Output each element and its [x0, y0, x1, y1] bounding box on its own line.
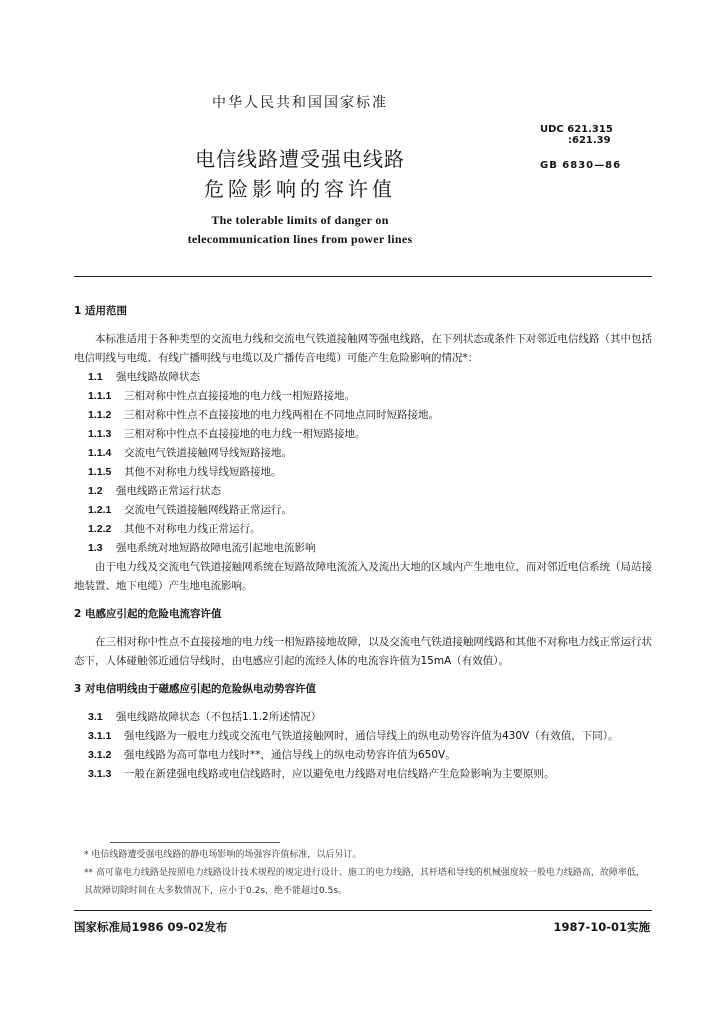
clause-number: 3.1	[88, 711, 103, 723]
section-2-heading: 2 电感应引起的危险电流容许值	[74, 608, 222, 620]
clause-number: 1.1.2	[88, 409, 112, 421]
clause-number: 3.1.3	[88, 768, 112, 780]
clause-number: 1.2.2	[88, 523, 112, 535]
section-3-heading: 3 对电信明线由于磁感应引起的危险纵电动势容许值	[74, 683, 316, 695]
title-english	[0, 211, 600, 249]
clause-text: 强电系统对地短路故障电流引起地电流影响	[116, 542, 316, 554]
clause-number: 1.1.1	[88, 390, 112, 402]
clause-text: 三相对称中性点不直接接地的电力线两相在不同地点同时短路接地。	[124, 409, 439, 421]
section-1-items	[74, 368, 652, 558]
footnotes	[84, 846, 652, 900]
clause-number: 1.1.4	[88, 447, 112, 459]
clause-number: 3.1.2	[88, 749, 112, 761]
title-english-line2: telecommunication lines from power lines	[187, 232, 413, 246]
document-body	[74, 302, 652, 784]
clause-item	[74, 501, 652, 520]
section-1-heading: 1 适用范围	[74, 305, 127, 317]
section-2-text: 在三相对称中性点不直接接地的电力线一相短路接地故障，以及交流电气铁道接触网线路和其他不对称电力线正常运行状态下，人体碰触邻近通信导线时，由电感应引起的流经人体的电流容许值为15mA（有效值）。	[74, 636, 652, 667]
clause-number: 1.1	[88, 371, 103, 383]
clause-number: 1.1.5	[88, 466, 112, 478]
clause-text: 强电线路故障状态	[116, 371, 200, 383]
clause-text: 强电线路正常运行状态	[116, 485, 221, 497]
clause-item	[74, 520, 652, 539]
clause-item	[74, 765, 652, 784]
clause-item	[74, 463, 652, 482]
title-chinese-line1: 电信线路遭受强电线路	[195, 147, 405, 171]
issuing-authority-header: 中华人民共和国国家标准	[212, 95, 388, 111]
clause-text: 一般在新建强电线路或电信线路时，应以避免电力线路对电信线路产生危险影响为主要原则。	[124, 768, 555, 780]
gb-standard-number: GB 6830—86	[540, 160, 622, 171]
clause-item	[74, 727, 652, 746]
clause-item	[74, 406, 652, 425]
section-1-tail: 由于电力线及交流电气铁道接触网系统在短路故障电流流入及流出大地的区域内产生地电位，而对邻近电信系统（局站接地装置、地下电缆）产生地电流影响。	[74, 561, 652, 592]
clause-item	[74, 746, 652, 765]
clause-number: 3.1.1	[88, 730, 112, 742]
header-divider	[74, 276, 652, 277]
clause-text: 交流电气铁道接触网导线短路接地。	[124, 447, 292, 459]
section-1-intro: 本标准适用于各种类型的交流电力线和交流电气铁道接触网等强电线路，在下列状态或条件下对邻近电信线路（其中包括电信明线与电缆、有线广播明线与电缆以及广播传音电缆）可能产生危险影响的情况*：	[74, 333, 652, 364]
footer-divider	[74, 910, 652, 911]
clause-number: 1.2	[88, 485, 103, 497]
clause-text: 三相对称中性点直接接地的电力线一相短路接地。	[124, 390, 355, 402]
footnote-1: * 电信线路遭受强电线路的静电场影响的场强容许值标准，以后另订。	[84, 850, 362, 860]
udc-code: UDC 621.315	[540, 124, 613, 135]
footnote-2: ** 高可靠电力线路是按照电力线路设计技术规程的规定进行设计、施工的电力线路，其杆塔和导线的机械强度较一般电力线路高，故障率低，其故障切除时间在大多数情况下，应小于0.2s，绝不能超过0.5s。	[84, 868, 645, 896]
clause-text: 交流电气铁道接触网线路正常运行。	[124, 504, 292, 516]
clause-text: 三相对称中性点不直接接地的电力线一相短路接地。	[124, 428, 366, 440]
title-english-line1: The tolerable limits of danger on	[211, 213, 389, 227]
clause-item	[74, 368, 652, 387]
clause-number: 1.3	[88, 542, 103, 554]
clause-text: 强电线路为一般电力线或交流电气铁道接触网时，通信导线上的纵电动势容许值为430V（有效值，下同）。	[124, 730, 619, 742]
clause-text: 强电线路为高可靠电力线时**，通信导线上的纵电动势容许值为650V。	[124, 749, 456, 761]
publish-date: 国家标准局1986 09-02发布	[74, 920, 228, 934]
clause-item	[74, 539, 652, 558]
clause-text: 强电线路故障状态（不包括1.1.2所述情况）	[116, 711, 322, 723]
clause-text: 其他不对称电力线导线短路接地。	[124, 466, 282, 478]
udc-code-secondary: :621.39	[568, 135, 611, 146]
footnote-divider	[110, 842, 280, 843]
clause-number: 1.2.1	[88, 504, 112, 516]
clause-item	[74, 444, 652, 463]
clause-text: 其他不对称电力线正常运行。	[124, 523, 261, 535]
clause-item	[74, 482, 652, 501]
section-3-items	[74, 708, 652, 784]
title-chinese-line2: 危险影响的容许值	[204, 177, 396, 201]
clause-item	[74, 708, 652, 727]
clause-item	[74, 425, 652, 444]
clause-number: 1.1.3	[88, 428, 112, 440]
implementation-date: 1987-10-01实施	[553, 920, 650, 934]
clause-item	[74, 387, 652, 406]
